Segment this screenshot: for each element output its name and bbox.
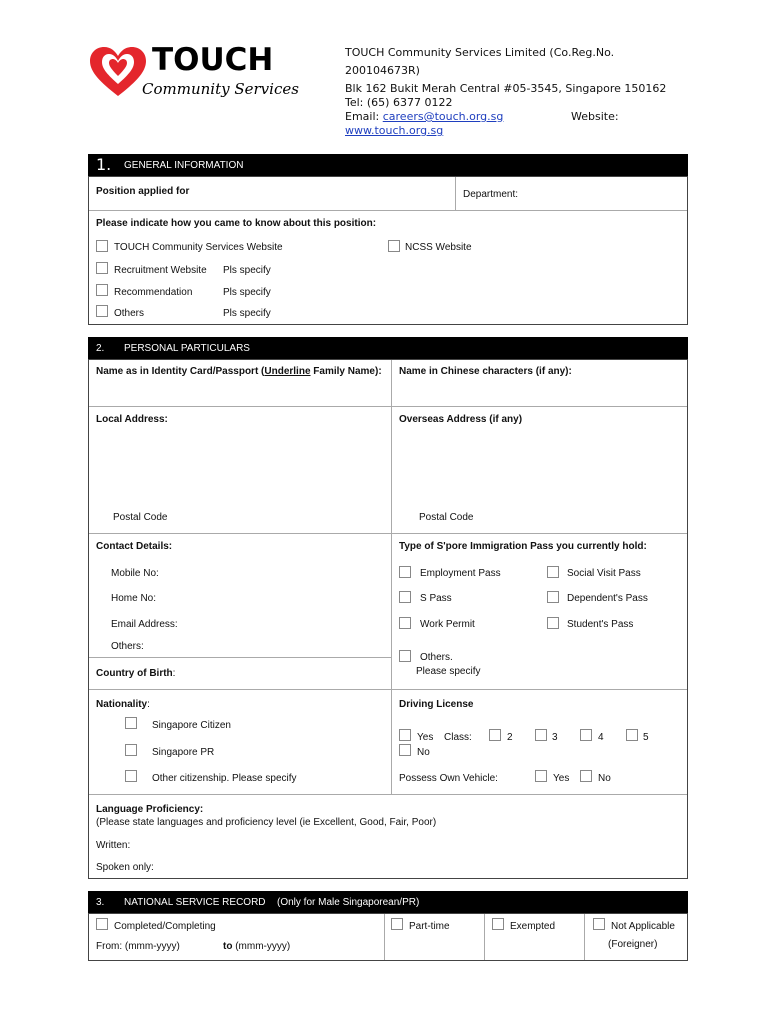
org-tel: Tel: (65) 6377 0122 [345, 96, 453, 109]
recommendation-option: Recommendation [114, 287, 193, 298]
sg-citizen-option: Singapore Citizen [152, 720, 231, 731]
ncss-option: NCSS Website [405, 242, 472, 253]
name-label-underline: Underline [264, 366, 311, 377]
section2-vdivider [391, 360, 392, 794]
section1-divider [89, 210, 687, 211]
org-line2: 200104673R) [345, 64, 420, 77]
section1-title: GENERAL INFORMATION [124, 160, 244, 171]
email-label: Email: [345, 110, 380, 123]
employment-pass-checkbox[interactable] [399, 566, 411, 578]
social-visit-option: Social Visit Pass [567, 568, 641, 579]
section2-title: PERSONAL PARTICULARS [124, 343, 250, 354]
ns-exempted-option: Exempted [510, 921, 556, 932]
section3-title: NATIONAL SERVICE RECORD [124, 897, 266, 908]
ns-exempted-checkbox[interactable] [492, 918, 504, 930]
department-label: Department: [463, 189, 519, 200]
other-citizenship-option: Other citizenship. Please specify [152, 773, 297, 784]
class-4-option: 4 [598, 732, 604, 743]
class-5-checkbox[interactable] [626, 729, 638, 741]
logo-name: TOUCH [152, 42, 274, 78]
nationality-row-divider [89, 794, 687, 795]
vehicle-no-option: No [598, 773, 611, 784]
others-checkbox[interactable] [96, 305, 108, 317]
ns-completed-option: Completed/Completing [114, 921, 216, 932]
ns-parttime-option: Part-time [409, 921, 450, 932]
recommendation-specify: Pls specify [223, 287, 271, 298]
pass-type-label: Type of S'pore Immigration Pass you currently hold: [399, 541, 647, 552]
employment-pass-option: Employment Pass [420, 568, 501, 579]
section3-bar [88, 891, 688, 913]
name-label-post: Family Name): [310, 366, 382, 377]
dependent-pass-option: Dependent's Pass [567, 593, 648, 604]
language-proficiency-label: Language Proficiency: [96, 804, 204, 815]
work-permit-option: Work Permit [420, 619, 475, 630]
address-row-divider [89, 533, 687, 534]
nationality-text: Nationality [96, 699, 148, 710]
section1-bar [88, 154, 688, 176]
ns-completed-checkbox[interactable] [96, 918, 108, 930]
home-label: Home No: [111, 593, 157, 604]
section3-vdivider-3 [584, 914, 585, 960]
ns-to-label [223, 941, 290, 952]
ncss-checkbox[interactable] [388, 240, 400, 252]
overseas-postal-code: Postal Code [419, 512, 474, 523]
pass-others-checkbox[interactable] [399, 650, 411, 662]
section3-note: (Only for Male Singaporean/PR) [277, 897, 420, 908]
class-5-option: 5 [643, 732, 649, 743]
ns-na-option: Not Applicable [611, 921, 675, 932]
local-address-label: Local Address: [96, 414, 168, 425]
ns-from-label: From: (mmm-yyyy) [96, 941, 180, 952]
license-class-label: Class: [444, 732, 472, 743]
dependent-pass-checkbox[interactable] [547, 591, 559, 603]
language-note: (Please state languages and proficiency level (ie Excellent, Good, Fair, Poor) [96, 817, 437, 828]
section3-number: 3. [96, 897, 105, 908]
written-label: Written: [96, 840, 131, 851]
class-3-checkbox[interactable] [535, 729, 547, 741]
ns-foreigner-note: (Foreigner) [608, 939, 658, 950]
others-specify: Pls specify [223, 308, 271, 319]
class-2-checkbox[interactable] [489, 729, 501, 741]
local-postal-code: Postal Code [113, 512, 168, 523]
ns-to-format: (mmm-yyyy) [232, 941, 291, 952]
vehicle-no-checkbox[interactable] [580, 770, 592, 782]
website-checkbox[interactable] [96, 240, 108, 252]
section3-vdivider-1 [384, 914, 385, 960]
overseas-address-label: Overseas Address (if any) [399, 414, 523, 425]
org-email-row [345, 108, 645, 125]
pass-others-option: Others. [420, 652, 453, 663]
class-4-checkbox[interactable] [580, 729, 592, 741]
how-known-label: Please indicate how you came to know about this position: [96, 218, 377, 229]
section2-bar [88, 337, 688, 359]
class-2-option: 2 [507, 732, 513, 743]
name-label-pre: Name as in Identity Card/Passport ( [96, 366, 265, 377]
nationality-label [96, 699, 150, 710]
spoken-label: Spoken only: [96, 862, 154, 873]
chinese-name-label: Name in Chinese characters (if any): [399, 366, 572, 377]
country-of-birth-text: Country of Birth [96, 668, 173, 679]
country-of-birth-label [96, 668, 175, 679]
others-option: Others [114, 308, 145, 319]
org-address: Blk 162 Bukit Merah Central #05-3545, Singapore 150162 [345, 82, 667, 95]
website-link[interactable]: www.touch.org.sg [345, 124, 444, 137]
email-link[interactable]: careers@touch.org.sg [382, 110, 504, 123]
recommendation-checkbox[interactable] [96, 284, 108, 296]
section1-number: 1. [96, 155, 112, 174]
driving-license-label: Driving License [399, 699, 474, 710]
section1-vdivider [455, 177, 456, 210]
logo-subtitle: Community Services [142, 80, 299, 98]
ns-parttime-checkbox[interactable] [391, 918, 403, 930]
recruitment-option: Recruitment Website [114, 265, 207, 276]
license-no-checkbox[interactable] [399, 744, 411, 756]
nationality-colon: : [147, 699, 150, 710]
name-row-divider [89, 406, 687, 407]
other-citizenship-checkbox[interactable] [125, 770, 137, 782]
sg-pr-checkbox[interactable] [125, 744, 137, 756]
social-visit-checkbox[interactable] [547, 566, 559, 578]
position-label: Position applied for [96, 186, 190, 197]
email-address-label: Email Address: [111, 619, 178, 630]
country-row-divider [89, 657, 391, 658]
website-option: TOUCH Community Services Website [114, 242, 283, 253]
license-yes-checkbox[interactable] [399, 729, 411, 741]
website-label: Website: [571, 110, 619, 123]
s-pass-checkbox[interactable] [399, 591, 411, 603]
work-permit-checkbox[interactable] [399, 617, 411, 629]
class-3-option: 3 [552, 732, 558, 743]
ns-to-bold: to [223, 941, 233, 952]
touch-logo [86, 44, 306, 100]
vehicle-yes-option: Yes [553, 773, 570, 784]
recruitment-specify: Pls specify [223, 265, 271, 276]
section2-number: 2. [96, 343, 105, 354]
ns-na-checkbox[interactable] [593, 918, 605, 930]
heart-logo-icon [86, 44, 150, 100]
name-label [96, 366, 382, 377]
mobile-label: Mobile No: [111, 568, 159, 579]
contact-row-divider [89, 689, 687, 690]
student-pass-checkbox[interactable] [547, 617, 559, 629]
org-line1: TOUCH Community Services Limited (Co.Reg.No. [345, 46, 615, 59]
student-pass-option: Student's Pass [567, 619, 634, 630]
sg-citizen-checkbox[interactable] [125, 717, 137, 729]
country-colon: : [172, 668, 176, 679]
contact-details-label: Contact Details: [96, 541, 173, 552]
contact-others-label: Others: [111, 641, 144, 652]
own-vehicle-label: Possess Own Vehicle: [399, 773, 498, 784]
org-details [345, 44, 667, 139]
recruitment-checkbox[interactable] [96, 262, 108, 274]
section3-vdivider-2 [484, 914, 485, 960]
s-pass-option: S Pass [420, 593, 452, 604]
vehicle-yes-checkbox[interactable] [535, 770, 547, 782]
pass-others-specify: Please specify [416, 666, 481, 677]
license-no-option: No [417, 747, 430, 758]
sg-pr-option: Singapore PR [152, 747, 215, 758]
license-yes-option: Yes [417, 732, 434, 743]
